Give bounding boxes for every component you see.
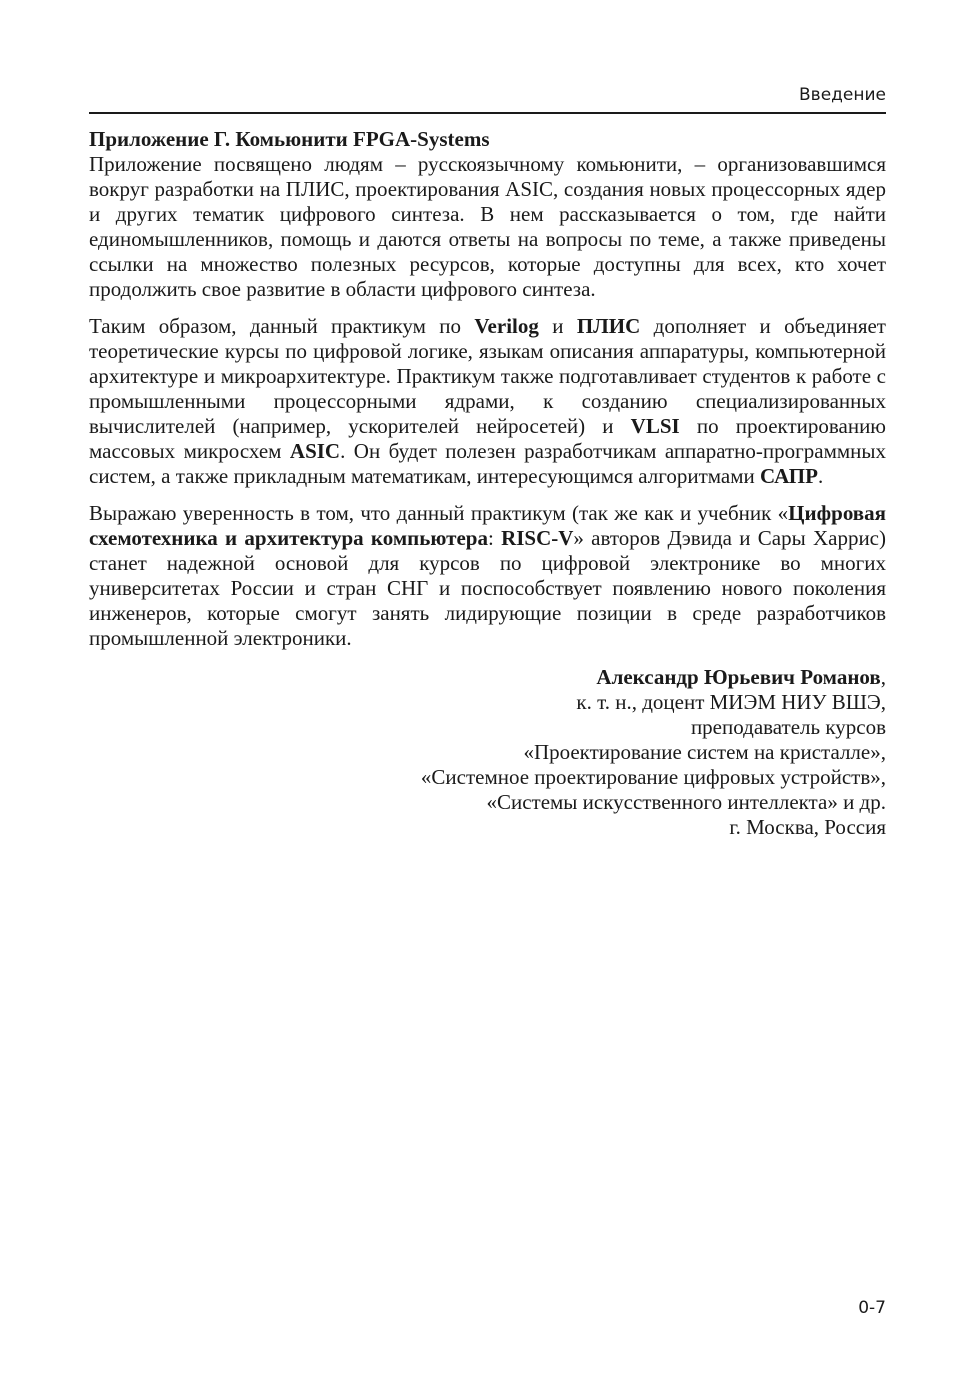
name-suffix: , bbox=[880, 665, 886, 689]
signature-name-line bbox=[89, 665, 886, 690]
signature-line: г. Москва, Россия bbox=[729, 815, 886, 839]
text-run: по проектированию массовых микросхем bbox=[89, 414, 886, 463]
term-asic: ASIC bbox=[289, 439, 341, 463]
author-name: Александр Юрьевич Романов bbox=[596, 665, 881, 689]
signature-line: «Системы искусственного интеллекта» и др. bbox=[486, 790, 886, 814]
book-title: Цифровая схемотехника и архитектура компьютера bbox=[89, 501, 886, 550]
text-run: Таким образом, данный практикум по bbox=[89, 314, 475, 338]
signature-line: к. т. н., доцент МИЭМ НИУ ВШЭ, bbox=[576, 690, 886, 714]
paragraph-conclusion bbox=[89, 501, 886, 651]
term-riscv: RISC-V bbox=[501, 526, 574, 550]
term-sapr: САПР bbox=[760, 464, 818, 488]
text-run: . Он будет полезен разработчикам аппаратно-программных систем, а также прикладным математикам, интересующимся алгоритмами bbox=[89, 439, 886, 488]
term-vlsi: VLSI bbox=[630, 414, 680, 438]
term-verilog: Verilog bbox=[474, 314, 539, 338]
text-run: Выражаю уверенность в том, что данный практикум (так же как и учебник « bbox=[89, 501, 789, 525]
page-number: 0-7 bbox=[858, 1298, 886, 1318]
signature-line: «Системное проектирование цифровых устройств», bbox=[420, 765, 886, 789]
signature-line: «Проектирование систем на кристалле», bbox=[523, 740, 886, 764]
term-plis: ПЛИС bbox=[576, 314, 641, 338]
text-run: дополняет и объединяет теоретические курсы по цифровой логике, языкам описания аппаратуры, компьютерной архитектуре и микроархитектуре. Практикум также подготавливает студентов к работе с промышленными процессорными ядрами, к созданию специализированных вычислителей (например, ускорителей нейросетей) и bbox=[89, 314, 886, 438]
running-header: Введение bbox=[799, 85, 886, 105]
section-title: Приложение Г. Комьюнити FPGA-Systems bbox=[89, 127, 490, 151]
text-run: и bbox=[538, 314, 577, 338]
paragraph-summary bbox=[89, 314, 886, 489]
section-paragraph: Приложение посвящено людям – русскоязычному комьюнити, – организовавшимся вокруг разработки на ПЛИС, проектирования ASIC, создания новых процессорных ядер и других тематик цифрового синтеза. В нем рассказывается о том, где найти единомышленников, помощь и даются ответы на вопросы по теме, а также приведены ссылки на множество полезных ресурсов, которые доступны для всех, кто хочет продолжить свое развитие в области цифрового синтеза. bbox=[89, 152, 886, 301]
text-run: . bbox=[817, 464, 824, 488]
text-run: : bbox=[487, 526, 502, 550]
signature-line: преподаватель курсов bbox=[690, 715, 886, 739]
page-body bbox=[89, 127, 886, 840]
text-run: » авторов Дэвида и Сары Харрис) станет надежной основой для курсов по цифровой электронике во многих университетах России и стран СНГ и поспособствует появлению нового поколения инженеров, которые смогут занять лидирующие позиции в среде разработчиков промышленной электроники. bbox=[89, 526, 886, 650]
header-rule bbox=[89, 112, 886, 114]
author-signature bbox=[89, 665, 886, 840]
